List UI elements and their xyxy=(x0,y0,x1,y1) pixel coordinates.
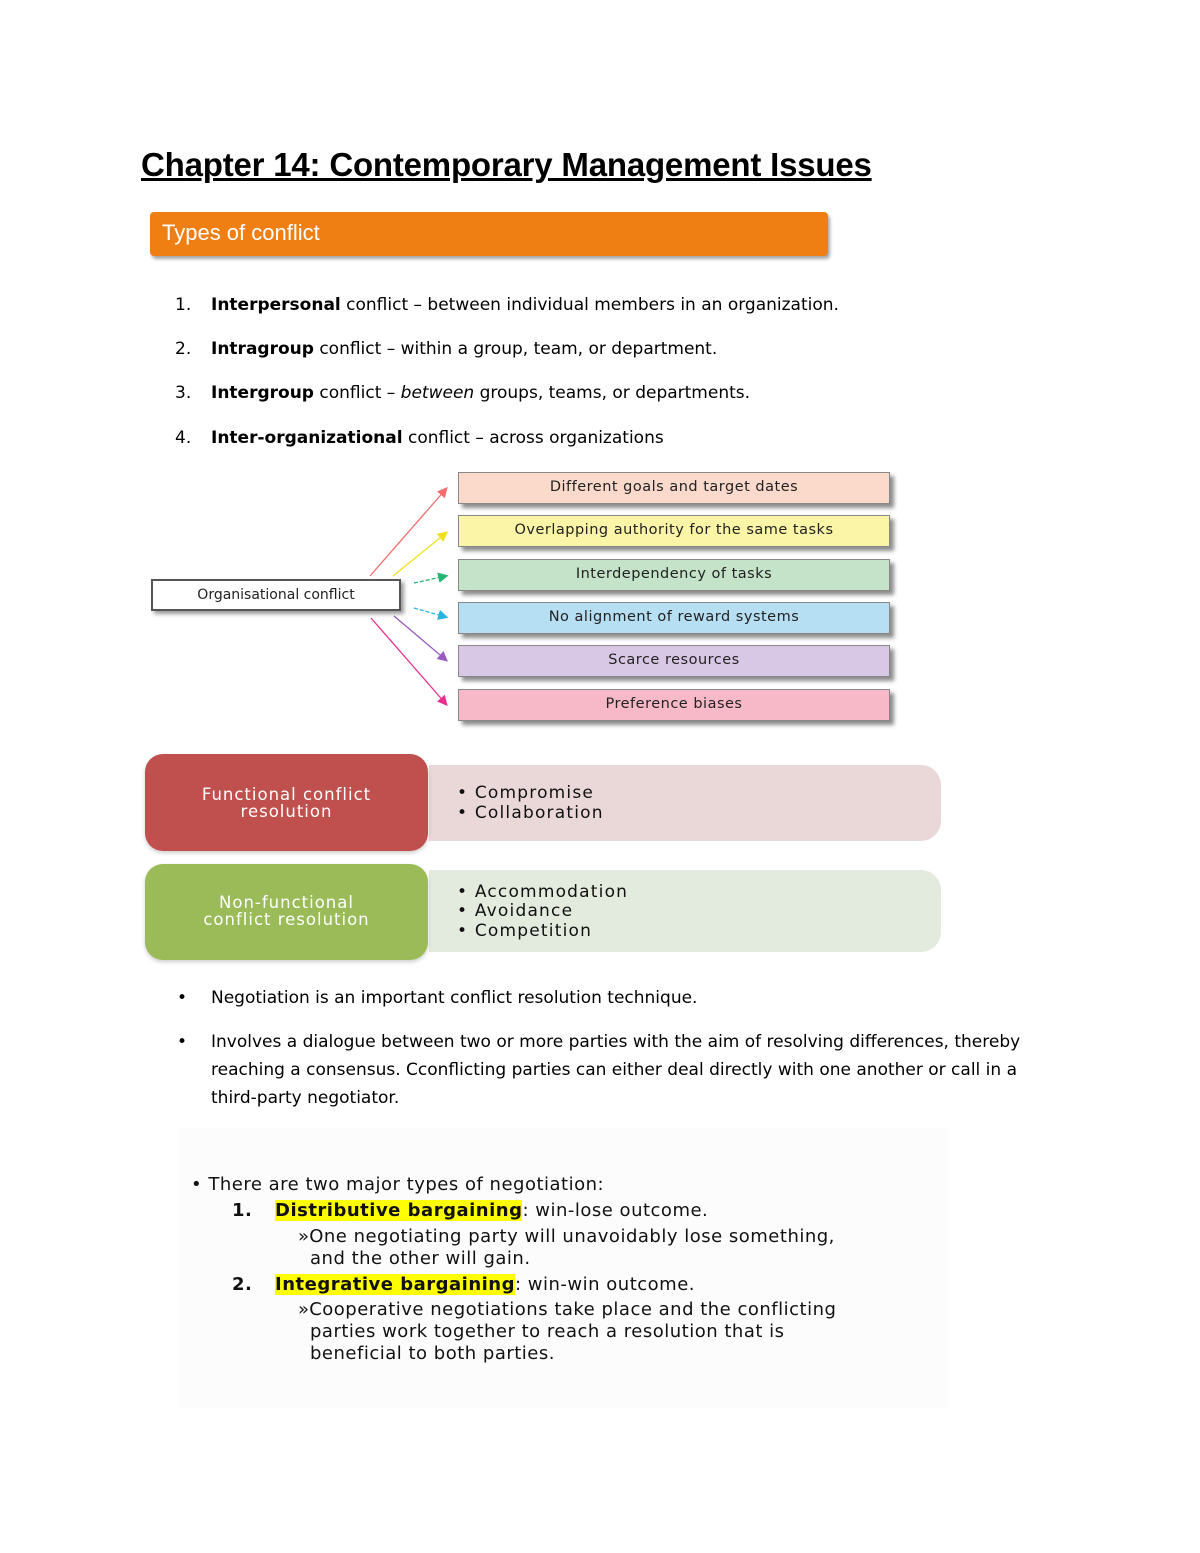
list-item: 1. Interpersonal conflict – between individual members in an organization. xyxy=(175,295,839,315)
arrow-reward-systems xyxy=(414,608,446,617)
arrow-overlapping-authority xyxy=(393,533,446,576)
nonfunctional-resolution-list: • Accommodation • Avoidance • Competition xyxy=(429,870,941,952)
functional-resolution-list: • Compromise • Collaboration xyxy=(429,765,941,841)
negotiation-num: 2. xyxy=(232,1274,253,1295)
negotiation-num: 1. xyxy=(232,1200,253,1221)
organisational-conflict-box: Organisational conflict xyxy=(151,579,401,611)
negotiation-desc: parties work together to reach a resolution that is xyxy=(310,1321,785,1342)
negotiation-desc: beneficial to both parties. xyxy=(310,1343,555,1364)
arrow-different-goals xyxy=(370,489,446,576)
list-item: 3. Intergroup conflict – between groups, teams, or departments. xyxy=(175,383,751,403)
bullet-text: third-party negotiator. xyxy=(211,1088,400,1108)
functional-resolution-label: Functional conflict resolution xyxy=(145,754,428,851)
cause-box: Overlapping authority for the same tasks xyxy=(458,515,890,547)
bullet-mark: • xyxy=(177,988,188,1008)
arrow-preference-biases xyxy=(371,618,446,704)
cause-box: Scarce resources xyxy=(458,645,890,677)
banner-label: Types of conflict xyxy=(162,220,320,245)
negotiation-desc: and the other will gain. xyxy=(310,1248,531,1269)
nonfunctional-resolution-label: Non-functional conflict resolution xyxy=(145,864,428,960)
negotiation-desc: »One negotiating party will unavoidably lose something, xyxy=(298,1226,835,1247)
negotiation-intro: • There are two major types of negotiation: xyxy=(191,1174,605,1195)
negotiation-type: Distributive bargaining: win-lose outcome. xyxy=(275,1200,709,1221)
integrative-bargaining-term: Integrative bargaining xyxy=(275,1274,516,1295)
cause-box: No alignment of reward systems xyxy=(458,602,890,634)
bullet-mark: • xyxy=(177,1032,188,1052)
cause-box: Different goals and target dates xyxy=(458,472,890,504)
arrow-interdependency xyxy=(414,576,446,583)
chapter-title: Chapter 14: Contemporary Management Issues xyxy=(141,146,872,183)
negotiation-desc: »Cooperative negotiations take place and the conflicting xyxy=(298,1299,837,1320)
negotiation-type: Integrative bargaining: win-win outcome. xyxy=(275,1274,695,1295)
list-item: 4. Inter-organizational conflict – across organizations xyxy=(175,428,664,448)
list-item: 2. Intragroup conflict – within a group, team, or department. xyxy=(175,339,718,359)
cause-box: Preference biases xyxy=(458,689,890,721)
bullet-text: Involves a dialogue between two or more parties with the aim of resolving differences, thereby xyxy=(211,1032,1021,1052)
bullet-text: Negotiation is an important conflict resolution technique. xyxy=(211,988,698,1008)
bullet-text: reaching a consensus. Cconflicting parties can either deal directly with one another or call in a xyxy=(211,1060,1017,1080)
cause-box: Interdependency of tasks xyxy=(458,559,890,591)
negotiation-panel xyxy=(178,1128,948,1408)
distributive-bargaining-term: Distributive bargaining xyxy=(275,1200,523,1221)
